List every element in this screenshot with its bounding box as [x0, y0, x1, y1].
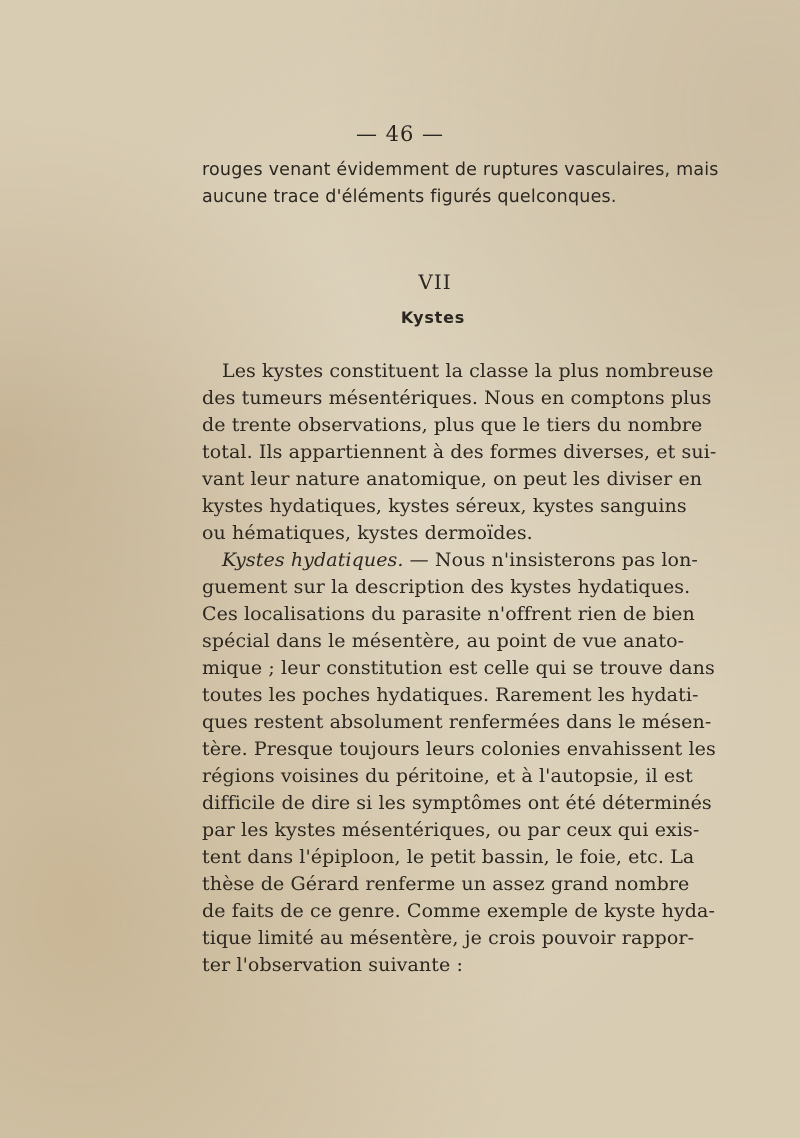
text-line: kystes hydatiques, kystes séreux, kystes sanguins: [202, 495, 687, 517]
text-line: aucune trace d'éléments figurés quelconques.: [202, 187, 617, 207]
text-line: spécial dans le mésentère, au point de vue anato-: [202, 630, 685, 652]
section-title: Kystes: [400, 308, 466, 327]
text-line: tère. Presque toujours leurs colonies envahissent les: [202, 738, 716, 760]
text-line: Ces localisations du parasite n'offrent rien de bien: [202, 603, 695, 625]
body-text: [202, 358, 717, 979]
text-line: de faits de ce genre. Comme exemple de kyste hyda-: [202, 900, 716, 922]
text-line: tent dans l'épiploon, le petit bassin, le foie, etc. La: [202, 846, 695, 868]
text-line: difficile de dire si les symptômes ont été déterminés: [202, 792, 712, 814]
text-line: total. Ils appartiennent à des formes diverses, et sui-: [202, 441, 717, 463]
text-line: par les kystes mésentériques, ou par ceux qui exis-: [202, 819, 700, 841]
section-numeral: VII: [418, 270, 452, 294]
text-line: [202, 547, 698, 574]
text-line: tique limité au mésentère, je crois pouvoir rappor-: [202, 927, 695, 949]
text-fragment: — Nous n'insisterons pas lon-: [403, 549, 698, 571]
intro-paragraph: [202, 157, 719, 211]
text-line: ques restent absolument renfermées dans le mésen-: [202, 711, 712, 733]
text-line: régions voisines du péritoine, et à l'autopsie, il est: [202, 765, 693, 787]
text-line: rouges venant évidemment de ruptures vasculaires, mais: [202, 160, 719, 180]
text-line: ou hématiques, kystes dermoïdes.: [202, 522, 533, 544]
text-line: des tumeurs mésentériques. Nous en comptons plus: [202, 387, 712, 409]
text-line: toutes les poches hydatiques. Rarement les hydati-: [202, 684, 699, 706]
text-line: vant leur nature anatomique, on peut les diviser en: [202, 468, 703, 490]
text-line: mique ; leur constitution est celle qui se trouve dans: [202, 657, 715, 679]
text-line: Les kystes constituent la classe la plus nombreuse: [222, 360, 714, 382]
text-line: de trente observations, plus que le tiers du nombre: [202, 414, 703, 436]
text-line: thèse de Gérard renferme un assez grand nombre: [202, 873, 690, 895]
page-number: — 46 —: [355, 122, 445, 146]
italic-subheading: Kystes hydatiques.: [222, 549, 404, 571]
text-line: guement sur la description des kystes hydatiques.: [202, 576, 691, 598]
text-line: ter l'observation suivante :: [202, 954, 463, 976]
